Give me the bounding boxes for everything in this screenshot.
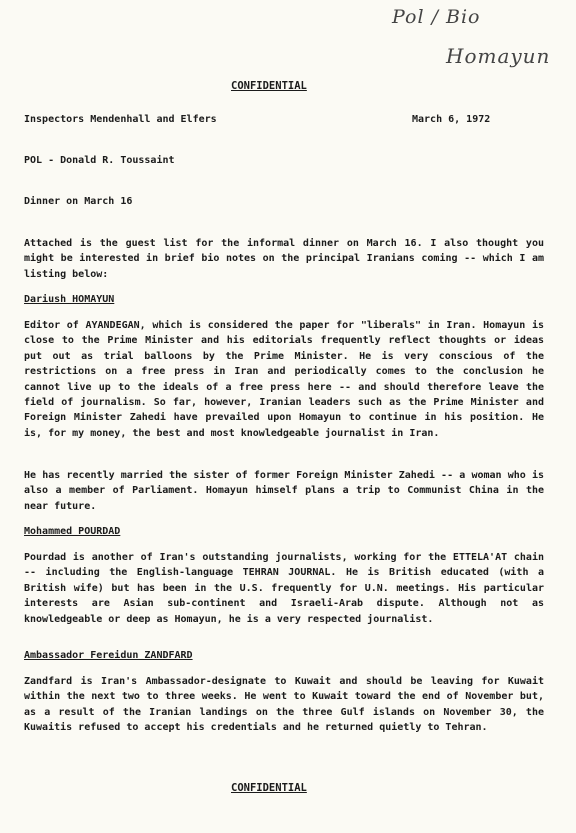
zandfard-paragraph: Zandfard is Iran's Ambassador-designate to Kuwait and should be leaving for Kuwait within the next two to three weeks. He went to Kuwait toward the end of November but, as a result of the Iranian landings on the three Gulf islands on November 30, the Kuwaitis refused to accept his credentials and he returned quietly to Tehran. <box>24 676 544 734</box>
memo-to: Inspectors Mendenhall and Elfers <box>24 114 217 125</box>
pourdad-paragraph: Pourdad is another of Iran's outstanding journalists, working for the ETTELA'AT chain -- including the English-language TEHRAN JOURNAL. He is British educated (with a British wife) but has been in the U.S. frequently for U.N. meetings. His particular interests are Asian sub-continent and Israeli-Arab dispute. Although not as knowledgeable or deep as Homayun, he is a very respected journalist. <box>24 552 544 625</box>
section-heading-pourdad: Mohammed POURDAD <box>24 526 121 537</box>
memo-subject: Dinner on March 16 <box>24 196 133 207</box>
homayun-paragraph-2: He has recently married the sister of former Foreign Minister Zahedi -- a woman who is also a member of Parliament. Homayun himself plans a trip to Communist China in the near future. <box>24 470 544 512</box>
homayun-paragraph-1: Editor of AYANDEGAN, which is considered the paper for "liberals" in Iran. Homayun is close to the Prime Minister and his editorials frequently reflect thoughts or ideas put out as trial balloons by the Prime Minister. He is very conscious of the restrictions on a free press in Iran and periodically comes to the conclusion he cannot live up to the ideals of a free press here -- and should therefore leave the field of journalism. So far, however, Iranian leaders such as the Prime Minister and Foreign Minister Zahedi have prevailed upon Homayun to continue in his position. He is, for my money, the best and most knowledgeable journalist in Iran. <box>24 320 544 439</box>
intro-paragraph: Attached is the guest list for the informal dinner on March 16. I also thought you might be interested in brief bio notes on the principal Iranians coming -- which I am listing below: <box>24 238 544 280</box>
handwritten-filing-note: Pol / Bio <box>392 6 481 28</box>
handwritten-name-note: Homayun <box>446 44 551 68</box>
classification-bottom: CONFIDENTIAL <box>231 782 307 794</box>
memo-from: POL - Donald R. Toussaint <box>24 155 175 166</box>
classification-top: CONFIDENTIAL <box>231 80 307 92</box>
section-heading-homayun: Dariush HOMAYUN <box>24 294 115 305</box>
section-heading-zandfard: Ambassador Fereidun ZANDFARD <box>24 650 193 661</box>
memo-date: March 6, 1972 <box>412 114 491 125</box>
